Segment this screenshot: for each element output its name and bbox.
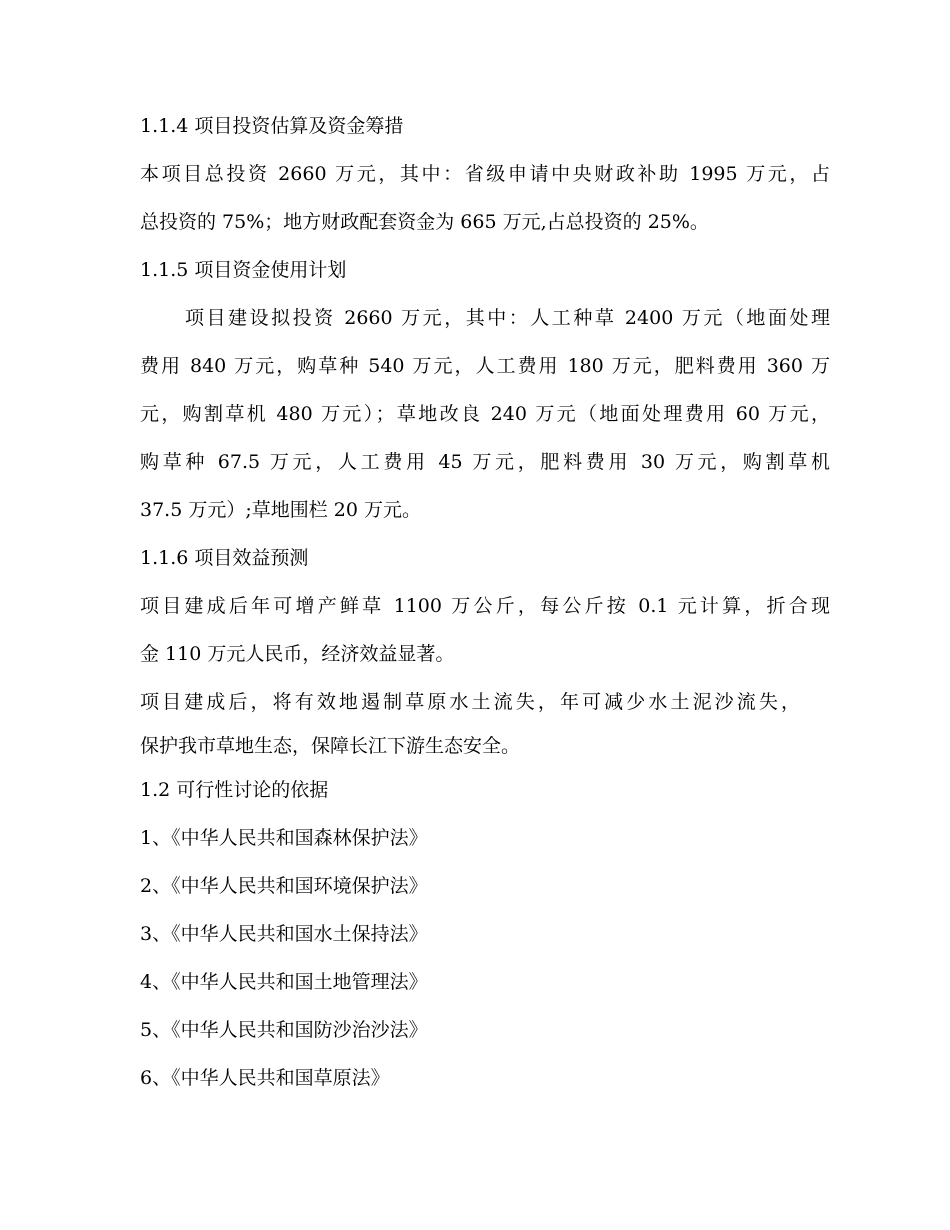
- paragraph-line: 元，购割草机 480 万元）；草地改良 240 万元（地面处理费用 60 万元，: [140, 403, 830, 425]
- paragraph-line: 项目建设拟投资 2660 万元，其中：人工种草 2400 万元（地面处理: [185, 307, 830, 329]
- list-item: 1、《中华人民共和国森林保护法》: [140, 827, 428, 849]
- paragraph-line: 项目建成后年可增产鲜草 1100 万公斤，每公斤按 0.1 元计算，折合现: [140, 595, 830, 617]
- heading-1-1-6: 1.1.6 项目效益预测: [140, 547, 309, 569]
- list-item: 6、《中华人民共和国草原法》: [140, 1067, 390, 1089]
- list-item: 4、《中华人民共和国土地管理法》: [140, 971, 428, 993]
- paragraph-line: 项目建成后，将有效地遏制草原水土流失，年可减少水土泥沙流失，: [140, 691, 800, 713]
- paragraph-line: 保护我市草地生态，保障长江下游生态安全。: [140, 735, 521, 757]
- paragraph-line: 费用 840 万元，购草种 540 万元，人工费用 180 万元，肥料费用 360 万: [140, 355, 830, 377]
- list-item: 5、《中华人民共和国防沙治沙法》: [140, 1019, 428, 1041]
- heading-1-1-5: 1.1.5 项目资金使用计划: [140, 259, 347, 281]
- heading-1-1-4: 1.1.4 项目投资估算及资金筹措: [140, 115, 404, 137]
- paragraph-line: 总投资的 75%；地方财政配套资金为 665 万元,占总投资的 25%。: [140, 211, 709, 233]
- heading-1-2: 1.2 可行性讨论的依据: [140, 779, 329, 801]
- paragraph-line: 本项目总投资 2660 万元，其中：省级申请中央财政补助 1995 万元，占: [140, 163, 830, 185]
- paragraph-line: 37.5 万元）;草地围栏 20 万元。: [140, 499, 422, 521]
- list-item: 3、《中华人民共和国水土保持法》: [140, 923, 428, 945]
- list-item: 2、《中华人民共和国环境保护法》: [140, 875, 428, 897]
- paragraph-line: 金 110 万元人民币，经济效益显著。: [140, 643, 455, 665]
- paragraph-line: 购草种 67.5 万元，人工费用 45 万元，肥料费用 30 万元，购割草机: [140, 451, 830, 473]
